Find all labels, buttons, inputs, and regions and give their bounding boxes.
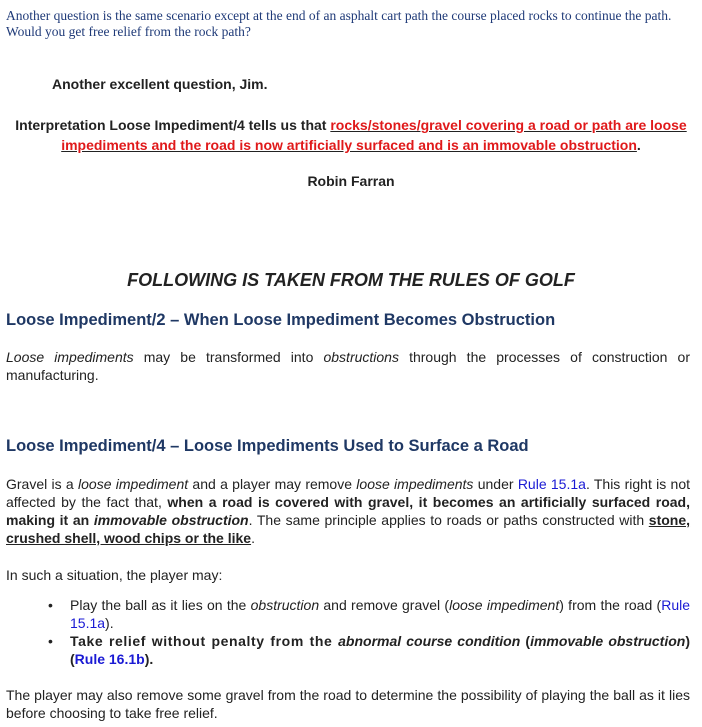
text-run: and a player may remove bbox=[188, 476, 357, 492]
section1-paragraph bbox=[6, 348, 690, 384]
text-run: and remove gravel ( bbox=[319, 597, 450, 613]
question-line-1: Another question is the same scenario except at the end of an asphalt cart path the course placed rocks to continue the path. bbox=[6, 8, 672, 23]
section2-paragraph-3: The player may also remove some gravel from the road to determine the possibility of playing the ball as it lies before choosing to take free relief. bbox=[6, 687, 690, 721]
signature: Robin Farran bbox=[307, 173, 395, 189]
text-run: ) ( bbox=[70, 633, 690, 667]
section2-paragraph-2: In such a situation, the player may: bbox=[6, 567, 223, 583]
term: loose impediments bbox=[356, 476, 474, 492]
options-list bbox=[48, 596, 690, 668]
underlined-bold-run: stone, crushed shell, wood chips or the like bbox=[6, 512, 691, 546]
text-run: . The same principle applies to roads or paths constructed with bbox=[248, 512, 649, 528]
text-run: ). bbox=[105, 615, 114, 631]
term: loose impediment bbox=[449, 597, 560, 613]
section2-heading: Loose Impediment/4 – Loose Impediments Used to Surface a Road bbox=[6, 437, 529, 455]
text-run: . This right is not affected by the fact that, bbox=[6, 476, 690, 510]
term: loose impediment bbox=[78, 476, 189, 492]
term: obstruction bbox=[250, 597, 320, 613]
text-run: ( bbox=[520, 633, 531, 649]
term-obstructions: obstructions bbox=[323, 349, 399, 365]
term: immovable obstruction bbox=[530, 633, 686, 649]
bold-run: when a road is covered with gravel, it becomes an artificially surfaced road, making it an bbox=[6, 494, 690, 528]
interpretation-suffix: . bbox=[636, 137, 641, 153]
rule-15-1a-link[interactable]: Rule 15.1a bbox=[517, 476, 586, 492]
section1-heading: Loose Impediment/2 – When Loose Impediment Becomes Obstruction bbox=[6, 311, 556, 329]
term: abnormal course condition bbox=[338, 633, 521, 649]
main-heading: FOLLOWING IS TAKEN FROM THE RULES OF GOLF bbox=[127, 270, 575, 290]
text-run: . bbox=[251, 530, 255, 546]
rule-16-1b-link[interactable]: Rule 16.1b bbox=[74, 651, 145, 667]
list-item bbox=[48, 596, 690, 632]
text-run: through the processes of construction or manufacturing. bbox=[6, 349, 690, 383]
interpretation-prefix: Interpretation Loose Impediment/4 tells us that bbox=[15, 117, 331, 133]
text-run: Take relief without penalty from the bbox=[70, 633, 339, 649]
question-text bbox=[6, 8, 696, 40]
interpretation-highlight: rocks/stones/gravel covering a road or path are loose impediments and the road is now artificially surfaced and is an immovable obstruction bbox=[61, 117, 687, 153]
text-run: may be transformed into bbox=[133, 349, 324, 365]
section2-paragraph-1 bbox=[6, 475, 690, 547]
text-run: under bbox=[473, 476, 518, 492]
rule-15-1a-link[interactable]: Rule 15.1a bbox=[70, 597, 690, 631]
text-run: ). bbox=[144, 651, 154, 667]
interpretation-paragraph bbox=[14, 115, 688, 155]
list-item bbox=[48, 632, 690, 668]
term-loose-impediments: Loose impediments bbox=[6, 349, 134, 365]
text-run: ) from the road ( bbox=[559, 597, 662, 613]
reply-text: Another excellent question, Jim. bbox=[52, 76, 268, 92]
text-run: Play the ball as it lies on the bbox=[70, 597, 251, 613]
text-run: Gravel is a bbox=[6, 476, 79, 492]
question-line-2: Would you get free relief from the rock path? bbox=[6, 24, 251, 39]
bullet-icon: • bbox=[48, 633, 53, 649]
bullet-icon: • bbox=[48, 597, 53, 613]
term-immovable-obstruction: immovable obstruction bbox=[93, 512, 249, 528]
